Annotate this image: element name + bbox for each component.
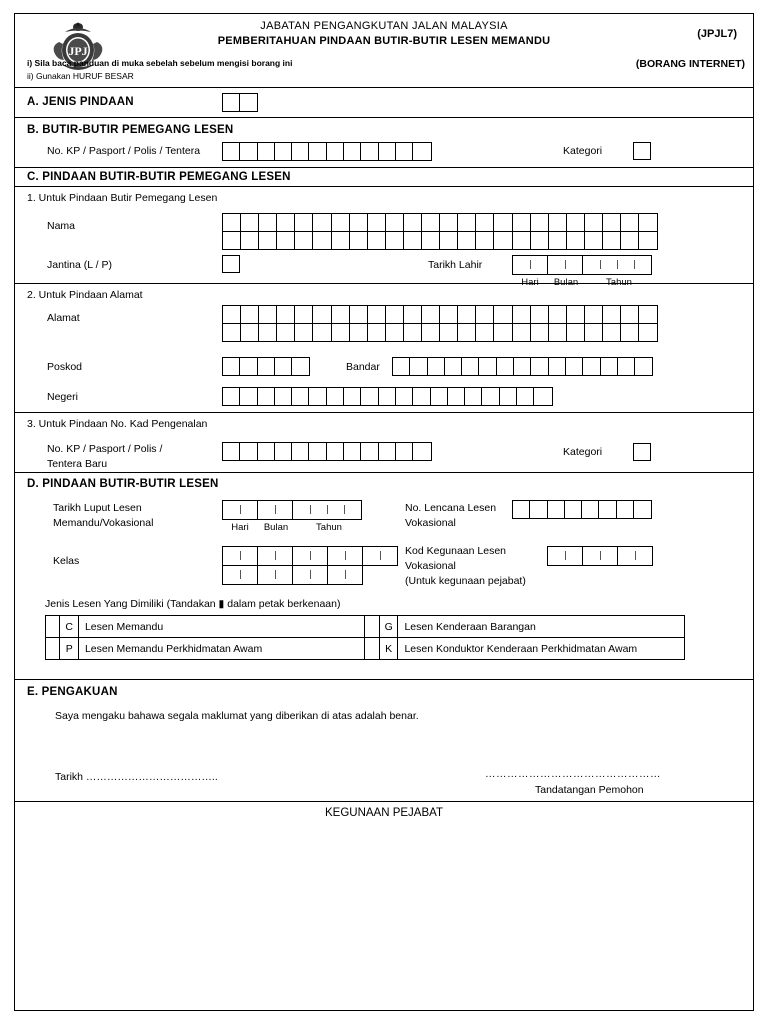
- new-ic-label-line2: Tentera Baru: [47, 458, 108, 470]
- license-desc-k: Lesen Konduktor Kenderaan Perkhidmatan Awam: [398, 638, 685, 660]
- tarikh-lahir-tahun[interactable]: [583, 256, 651, 274]
- section-c-item-1: [15, 187, 753, 288]
- lencana-input[interactable]: [512, 500, 652, 519]
- kategori-label: Kategori: [563, 145, 603, 157]
- section-a: [15, 88, 753, 118]
- tarikh-luput-bulan[interactable]: [258, 501, 293, 519]
- date-label-bulan: Bulan: [553, 277, 579, 288]
- tarikh-luput-input[interactable]: [222, 500, 362, 520]
- ic-number-input[interactable]: [222, 142, 432, 161]
- jenis-pindaan-cell-1[interactable]: [223, 94, 240, 111]
- kelas-input-grid[interactable]: [222, 546, 398, 585]
- kelas-row-1[interactable]: [222, 546, 398, 566]
- section-b: [15, 118, 753, 168]
- license-code-g: G: [379, 616, 398, 638]
- lencana-label-line2: Vokasional: [405, 517, 456, 529]
- kelas-label: Kelas: [53, 555, 80, 567]
- instruction-note-2: ii) Gunakan HURUF BESAR: [27, 71, 134, 81]
- table-row: [46, 638, 685, 660]
- form-frame: [14, 13, 754, 1011]
- luput-label-hari: Hari: [231, 522, 249, 533]
- c1-number-label: 1. Untuk Pindaan Butir Pemegang Lesen: [27, 192, 218, 204]
- license-desc-p: Lesen Memandu Perkhidmatan Awam: [78, 638, 365, 660]
- alamat-input-grid[interactable]: [222, 305, 658, 342]
- kod-kegunaan-label-line3: (Untuk kegunaan pejabat): [405, 575, 526, 587]
- section-d-title: D. PINDAAN BUTIR-BUTIR LESEN: [27, 478, 219, 490]
- lencana-label-line1: No. Lencana Lesen: [405, 502, 497, 514]
- date-label-hari: Hari: [521, 277, 539, 288]
- form-code: (JPJL7): [697, 28, 737, 40]
- tarikh-luput-label-line2: Memandu/Vokasional: [53, 517, 154, 529]
- bandar-label: Bandar: [346, 361, 380, 373]
- alamat-label: Alamat: [47, 312, 80, 324]
- jantina-input[interactable]: [222, 255, 240, 273]
- section-c-item-3: [15, 413, 753, 473]
- bandar-input[interactable]: [392, 357, 653, 376]
- instruction-note-1: i) Sila baca panduan di muka sebelah sebelum mengisi borang ini: [27, 58, 293, 68]
- license-code-k: K: [379, 638, 398, 660]
- section-c-title: C. PINDAAN BUTIR-BUTIR PEMEGANG LESEN: [27, 171, 291, 183]
- negeri-input[interactable]: [222, 387, 553, 406]
- ic-number-label: No. KP / Pasport / Polis / Tentera: [47, 145, 201, 157]
- tarikh-lahir-label: Tarikh Lahir: [428, 259, 483, 271]
- nama-row-1[interactable]: [223, 214, 657, 232]
- nama-row-2[interactable]: [223, 232, 657, 249]
- license-desc-c: Lesen Memandu: [78, 616, 365, 638]
- declaration-text: Saya mengaku bahawa segala maklumat yang diberikan di atas adalah benar.: [55, 710, 419, 722]
- office-use-title: KEGUNAAN PEJABAT: [324, 807, 443, 819]
- license-checkbox-p[interactable]: [46, 638, 60, 660]
- section-office-use: [15, 802, 753, 992]
- license-checkbox-g[interactable]: [365, 616, 379, 638]
- new-kategori-input[interactable]: [633, 443, 651, 461]
- c2-number-label: 2. Untuk Pindaan Alamat: [27, 289, 143, 301]
- luput-label-tahun: Tahun: [316, 522, 342, 533]
- form-header: [15, 14, 753, 88]
- luput-label-bulan: Bulan: [263, 522, 289, 533]
- tarikh-luput-tahun[interactable]: [293, 501, 361, 519]
- svg-text:JPJ: JPJ: [68, 44, 88, 58]
- signature-line[interactable]: …………………………………………: [485, 768, 661, 780]
- license-checkbox-c[interactable]: [46, 616, 60, 638]
- new-kategori-label: Kategori: [563, 446, 603, 458]
- nama-label: Nama: [47, 220, 76, 232]
- jenis-pindaan-cell-2[interactable]: [240, 94, 257, 111]
- tarikh-luput-part-labels: [222, 522, 364, 533]
- c3-number-label: 3. Untuk Pindaan No. Kad Pengenalan: [27, 418, 208, 430]
- license-code-c: C: [60, 616, 79, 638]
- tarikh-lahir-input[interactable]: [512, 255, 652, 275]
- tarikh-luput-hari[interactable]: [223, 501, 258, 519]
- department-name: JABATAN PENGANGKUTAN JALAN MALAYSIA: [260, 20, 508, 32]
- poskod-input[interactable]: [222, 357, 310, 376]
- table-row: [46, 616, 685, 638]
- section-c-header: [15, 168, 753, 187]
- license-desc-g: Lesen Kenderaan Barangan: [398, 616, 685, 638]
- signature-label: Tandatangan Pemohon: [535, 784, 644, 796]
- form-title: PEMBERITAHUAN PINDAAN BUTIR-BUTIR LESEN MEMANDU: [217, 35, 551, 47]
- alamat-row-1[interactable]: [223, 306, 657, 324]
- alamat-row-2[interactable]: [223, 324, 657, 341]
- date-label-tahun: Tahun: [606, 277, 632, 288]
- jenis-pindaan-input[interactable]: [222, 93, 258, 112]
- tarikh-luput-label-line1: Tarikh Luput Lesen: [53, 502, 142, 514]
- kod-kegunaan-label-line2: Vokasional: [405, 560, 456, 572]
- kod-kegunaan-label-line1: Kod Kegunaan Lesen: [405, 545, 507, 557]
- tarikh-lahir-hari[interactable]: [513, 256, 548, 274]
- section-a-title: A. JENIS PINDAAN: [27, 96, 134, 108]
- section-b-title: B. BUTIR-BUTIR PEMEGANG LESEN: [27, 124, 234, 136]
- jenis-lesen-label: Jenis Lesen Yang Dimiliki (Tandakan ▮ dalam petak berkenaan): [45, 598, 341, 610]
- kod-kegunaan-input[interactable]: [547, 546, 653, 566]
- negeri-label: Negeri: [47, 391, 78, 403]
- tarikh-signature-field[interactable]: Tarikh ………………………………..: [55, 771, 218, 783]
- section-c-item-2: [15, 284, 753, 413]
- license-checkbox-k[interactable]: [365, 638, 379, 660]
- license-code-p: P: [60, 638, 79, 660]
- new-ic-number-input[interactable]: [222, 442, 432, 461]
- nama-input-grid[interactable]: [222, 213, 658, 250]
- tarikh-lahir-bulan[interactable]: [548, 256, 583, 274]
- poskod-label: Poskod: [47, 361, 83, 373]
- section-d: [15, 473, 753, 680]
- jantina-label: Jantina (L / P): [47, 259, 112, 271]
- form-channel-label: (BORANG INTERNET): [635, 58, 745, 70]
- kategori-input[interactable]: [633, 142, 651, 160]
- section-e: [15, 680, 753, 802]
- new-ic-label-line1: No. KP / Pasport / Polis /: [47, 443, 163, 455]
- section-e-title: E. PENGAKUAN: [27, 686, 118, 698]
- license-type-table: [45, 615, 685, 660]
- kelas-row-2[interactable]: [222, 566, 363, 585]
